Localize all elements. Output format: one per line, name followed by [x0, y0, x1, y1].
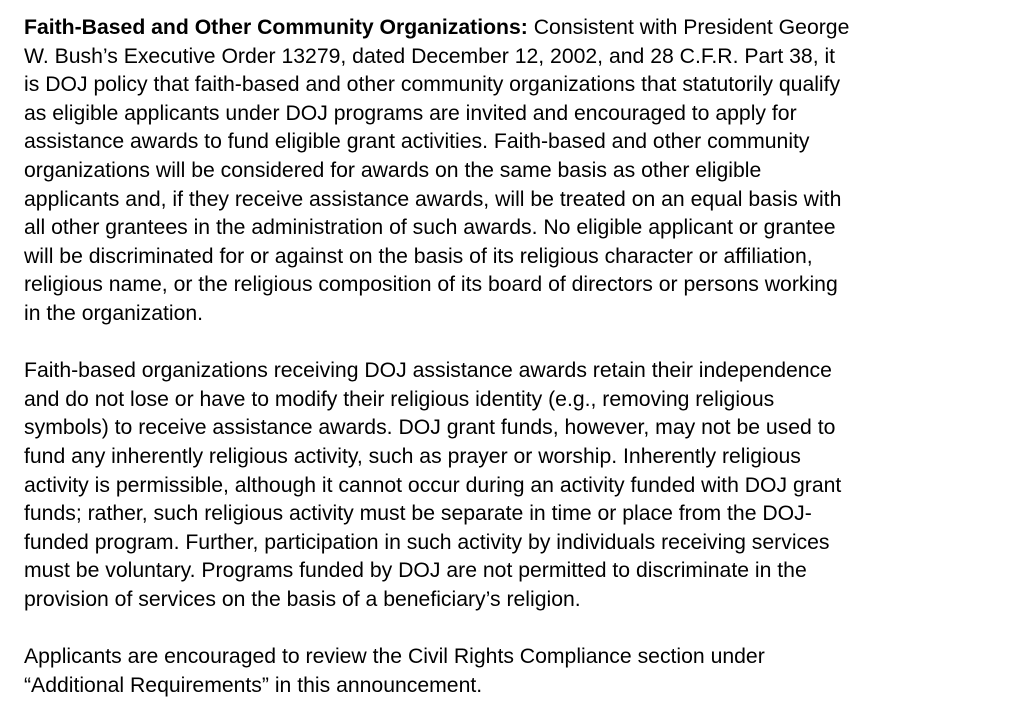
paragraph-faith-based-organizations	[24, 14, 1002, 329]
text-line: Applicants are encouraged to review the Civil Rights Compliance section under	[24, 645, 765, 669]
text-line: Faith-based organizations receiving DOJ assistance awards retain their independence	[24, 359, 832, 383]
paragraph-independence	[24, 357, 1002, 614]
text-line	[24, 14, 1002, 43]
text-line: W. Bush’s Executive Order 13279, dated December 12, 2002, and 28 C.F.R. Part 38, it	[24, 44, 836, 68]
text-line: funds; rather, such religious activity must be separate in time or place from the DOJ-	[24, 502, 812, 526]
text-line: and do not lose or have to modify their religious identity (e.g., removing religious	[24, 387, 775, 411]
text-line: funded program. Further, participation in such activity by individuals receiving services	[24, 530, 830, 554]
text-line: applicants and, if they receive assistance awards, will be treated on an equal basis with	[24, 187, 842, 211]
text-line: will be discriminated for or against on the basis of its religious character or affiliation,	[24, 244, 813, 268]
section-heading: Faith-Based and Other Community Organizations:	[24, 16, 528, 39]
text-line: symbols) to receive assistance awards. DOJ grant funds, however, may not be used to	[24, 416, 836, 440]
document-body	[24, 14, 1002, 700]
text-line: religious name, or the religious composition of its board of directors or persons working	[24, 273, 838, 297]
text-line: assistance awards to fund eligible grant activities. Faith-based and other community	[24, 130, 810, 154]
text-line: fund any inherently religious activity, such as prayer or worship. Inherently religious	[24, 444, 801, 468]
text-line: in the organization.	[24, 301, 204, 325]
text-line: organizations will be considered for awards on the same basis as other eligible	[24, 158, 762, 182]
text-line: provision of services on the basis of a beneficiary’s religion.	[24, 587, 581, 611]
text-line: all other grantees in the administration of such awards. No eligible applicant or grantee	[24, 216, 836, 240]
paragraph-civil-rights-review	[24, 643, 1002, 700]
text-line: activity is permissible, although it cannot occur during an activity funded with DOJ grant	[24, 473, 842, 497]
text-line: is DOJ policy that faith-based and other community organizations that statutorily qualify	[24, 73, 841, 97]
text-line: must be voluntary. Programs funded by DOJ are not permitted to discriminate in the	[24, 559, 807, 583]
text-line: “Additional Requirements” in this announcement.	[24, 673, 483, 697]
text-line: as eligible applicants under DOJ programs are invited and encouraged to apply for	[24, 101, 797, 125]
text-line-segment: Consistent with President George	[527, 16, 850, 39]
